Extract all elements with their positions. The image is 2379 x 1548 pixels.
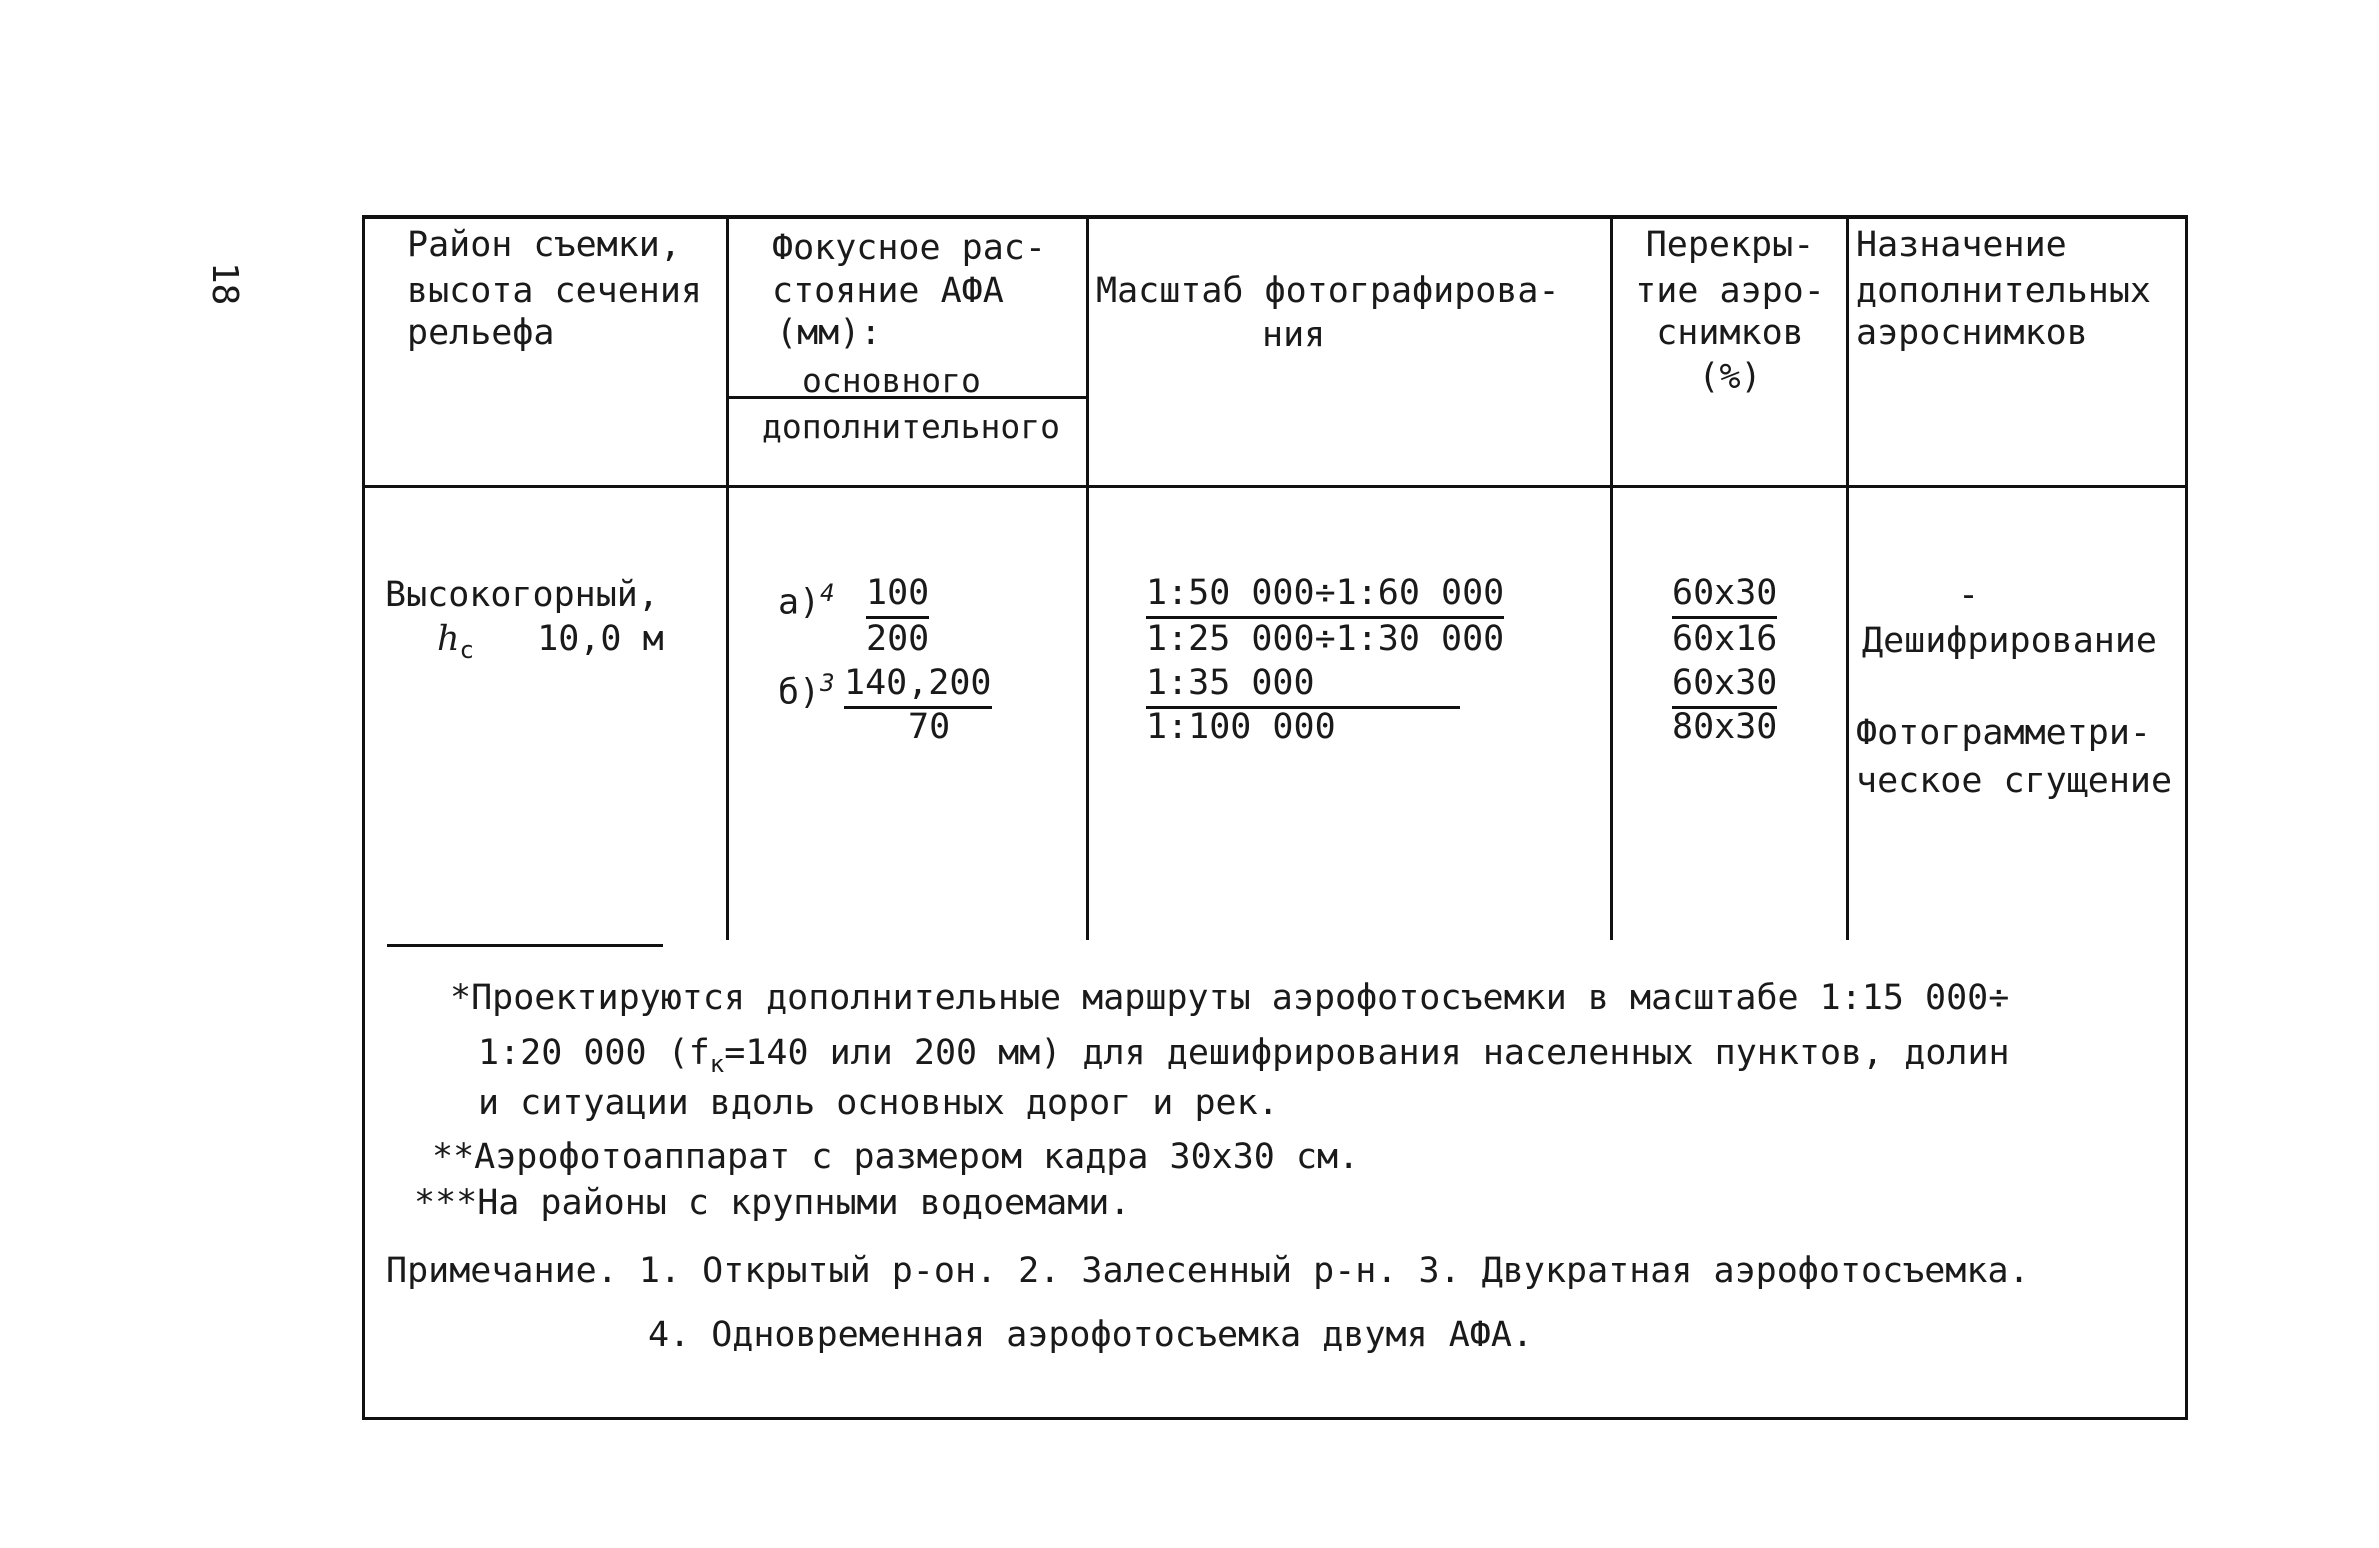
note-line2: 4. Одновременная аэрофотосъемка двумя АФА.: [648, 1315, 1534, 1355]
focal-b-label: [778, 660, 835, 716]
focal-b-letter: б): [778, 672, 821, 713]
scale-3: 1:35 000: [1146, 660, 1460, 709]
purpose-photogrammetry-line1: Фотограмметри-: [1856, 713, 2152, 753]
purpose-photogrammetry-line2: ческое сгущение: [1856, 761, 2173, 801]
header-focal-sub: дополнительного: [762, 407, 1061, 446]
footnote-2: [432, 1134, 1359, 1180]
header-scale-line2: ния: [1262, 315, 1326, 355]
footnote-3: [414, 1180, 1130, 1226]
footnote-3-mark: ***: [414, 1183, 478, 1223]
header-focal-line2: стояние АФА: [772, 271, 1004, 311]
scale-4: 1:100 000: [1146, 707, 1336, 747]
header-purpose-line2: дополнительных: [1856, 271, 2152, 311]
footnote-2-mark: **: [432, 1137, 475, 1177]
footnote-1-text2b: =140 или 200 мм) для дешифрирования населенных пунктов, долин: [724, 1033, 2010, 1073]
page-number: 18: [204, 262, 245, 306]
h-value: 10,0 м: [537, 619, 664, 659]
footnote-1-mark: *: [450, 978, 472, 1018]
footnote-1-line2: [478, 1030, 2010, 1087]
header-overlap-line2: тие аэро-: [1635, 271, 1825, 311]
footnote-1-text2a: 1:20 000 (f: [478, 1033, 710, 1073]
header-purpose-line1: Назначение: [1856, 225, 2067, 265]
focal-a-extra: 200: [866, 619, 930, 659]
scale-2: 1:25 000÷1:30 000: [1146, 619, 1505, 659]
header-focal-main: основного: [802, 361, 981, 400]
header-focal-line3: (мм):: [776, 313, 882, 353]
focal-a-label: [778, 570, 835, 626]
footnote-1-text1: Проектируются дополнительные маршруты аэрофотосъемки в масштабе 1:15 000÷: [471, 978, 2010, 1018]
header-overlap-line3: снимков: [1656, 313, 1804, 353]
focal-a-letter: а): [778, 582, 821, 623]
header-region-line2: высота сечения: [407, 271, 703, 311]
overlap-1: 60x30: [1672, 570, 1777, 619]
footnote-rule: [387, 944, 663, 947]
purpose-deciphering: Дешифрирование: [1862, 621, 2158, 661]
column-divider-1: [726, 215, 729, 940]
overlap-4: 80x30: [1672, 707, 1778, 747]
footnote-1-line1: [450, 975, 2009, 1021]
relief-height: [437, 616, 664, 673]
focal-b-sup: 3: [820, 669, 835, 697]
header-focal-line1: Фокусное рас-: [772, 228, 1046, 268]
focal-b-extra: 70: [908, 707, 951, 747]
column-divider-2: [1086, 215, 1089, 940]
note-line1: Примечание. 1. Открытый р-он. 2. Залесенный р-н. 3. Двукратная аэрофотосъемка.: [386, 1251, 2030, 1291]
header-region-line1: Район съемки,: [407, 225, 681, 265]
footnote-3-text: На районы с крупными водоемами.: [477, 1183, 1131, 1223]
header-overlap-line4: (%): [1698, 357, 1762, 397]
footnote-2-text: Аэрофотоаппарат с размером кадра 30x30 см.: [474, 1137, 1360, 1177]
focal-a-main: 100: [866, 570, 929, 619]
overlap-3: 60x30: [1672, 660, 1777, 709]
scale-1: 1:50 000÷1:60 000: [1146, 570, 1504, 619]
header-region-line3: рельефа: [407, 313, 555, 353]
footnote-1-line3: и ситуации вдоль основных дорог и рек.: [478, 1083, 1279, 1123]
h-symbol: h: [437, 619, 460, 659]
header-scale-line1: Масштаб фотографирова-: [1096, 271, 1560, 311]
header-overlap-line1: Перекры-: [1645, 225, 1815, 265]
header-purpose-line3: аэроснимков: [1856, 313, 2088, 353]
overlap-2: 60x16: [1672, 619, 1778, 659]
header-divider: [362, 485, 2185, 488]
focal-a-sup: 4: [820, 579, 835, 607]
h-subscript: с: [459, 636, 474, 664]
purpose-dash: -: [1958, 575, 1980, 615]
table-frame: [362, 215, 2188, 1420]
focal-b-main: 140,200: [844, 660, 992, 709]
region-name: Высокогорный,: [385, 575, 659, 615]
footnote-1-sub: к: [709, 1050, 725, 1078]
